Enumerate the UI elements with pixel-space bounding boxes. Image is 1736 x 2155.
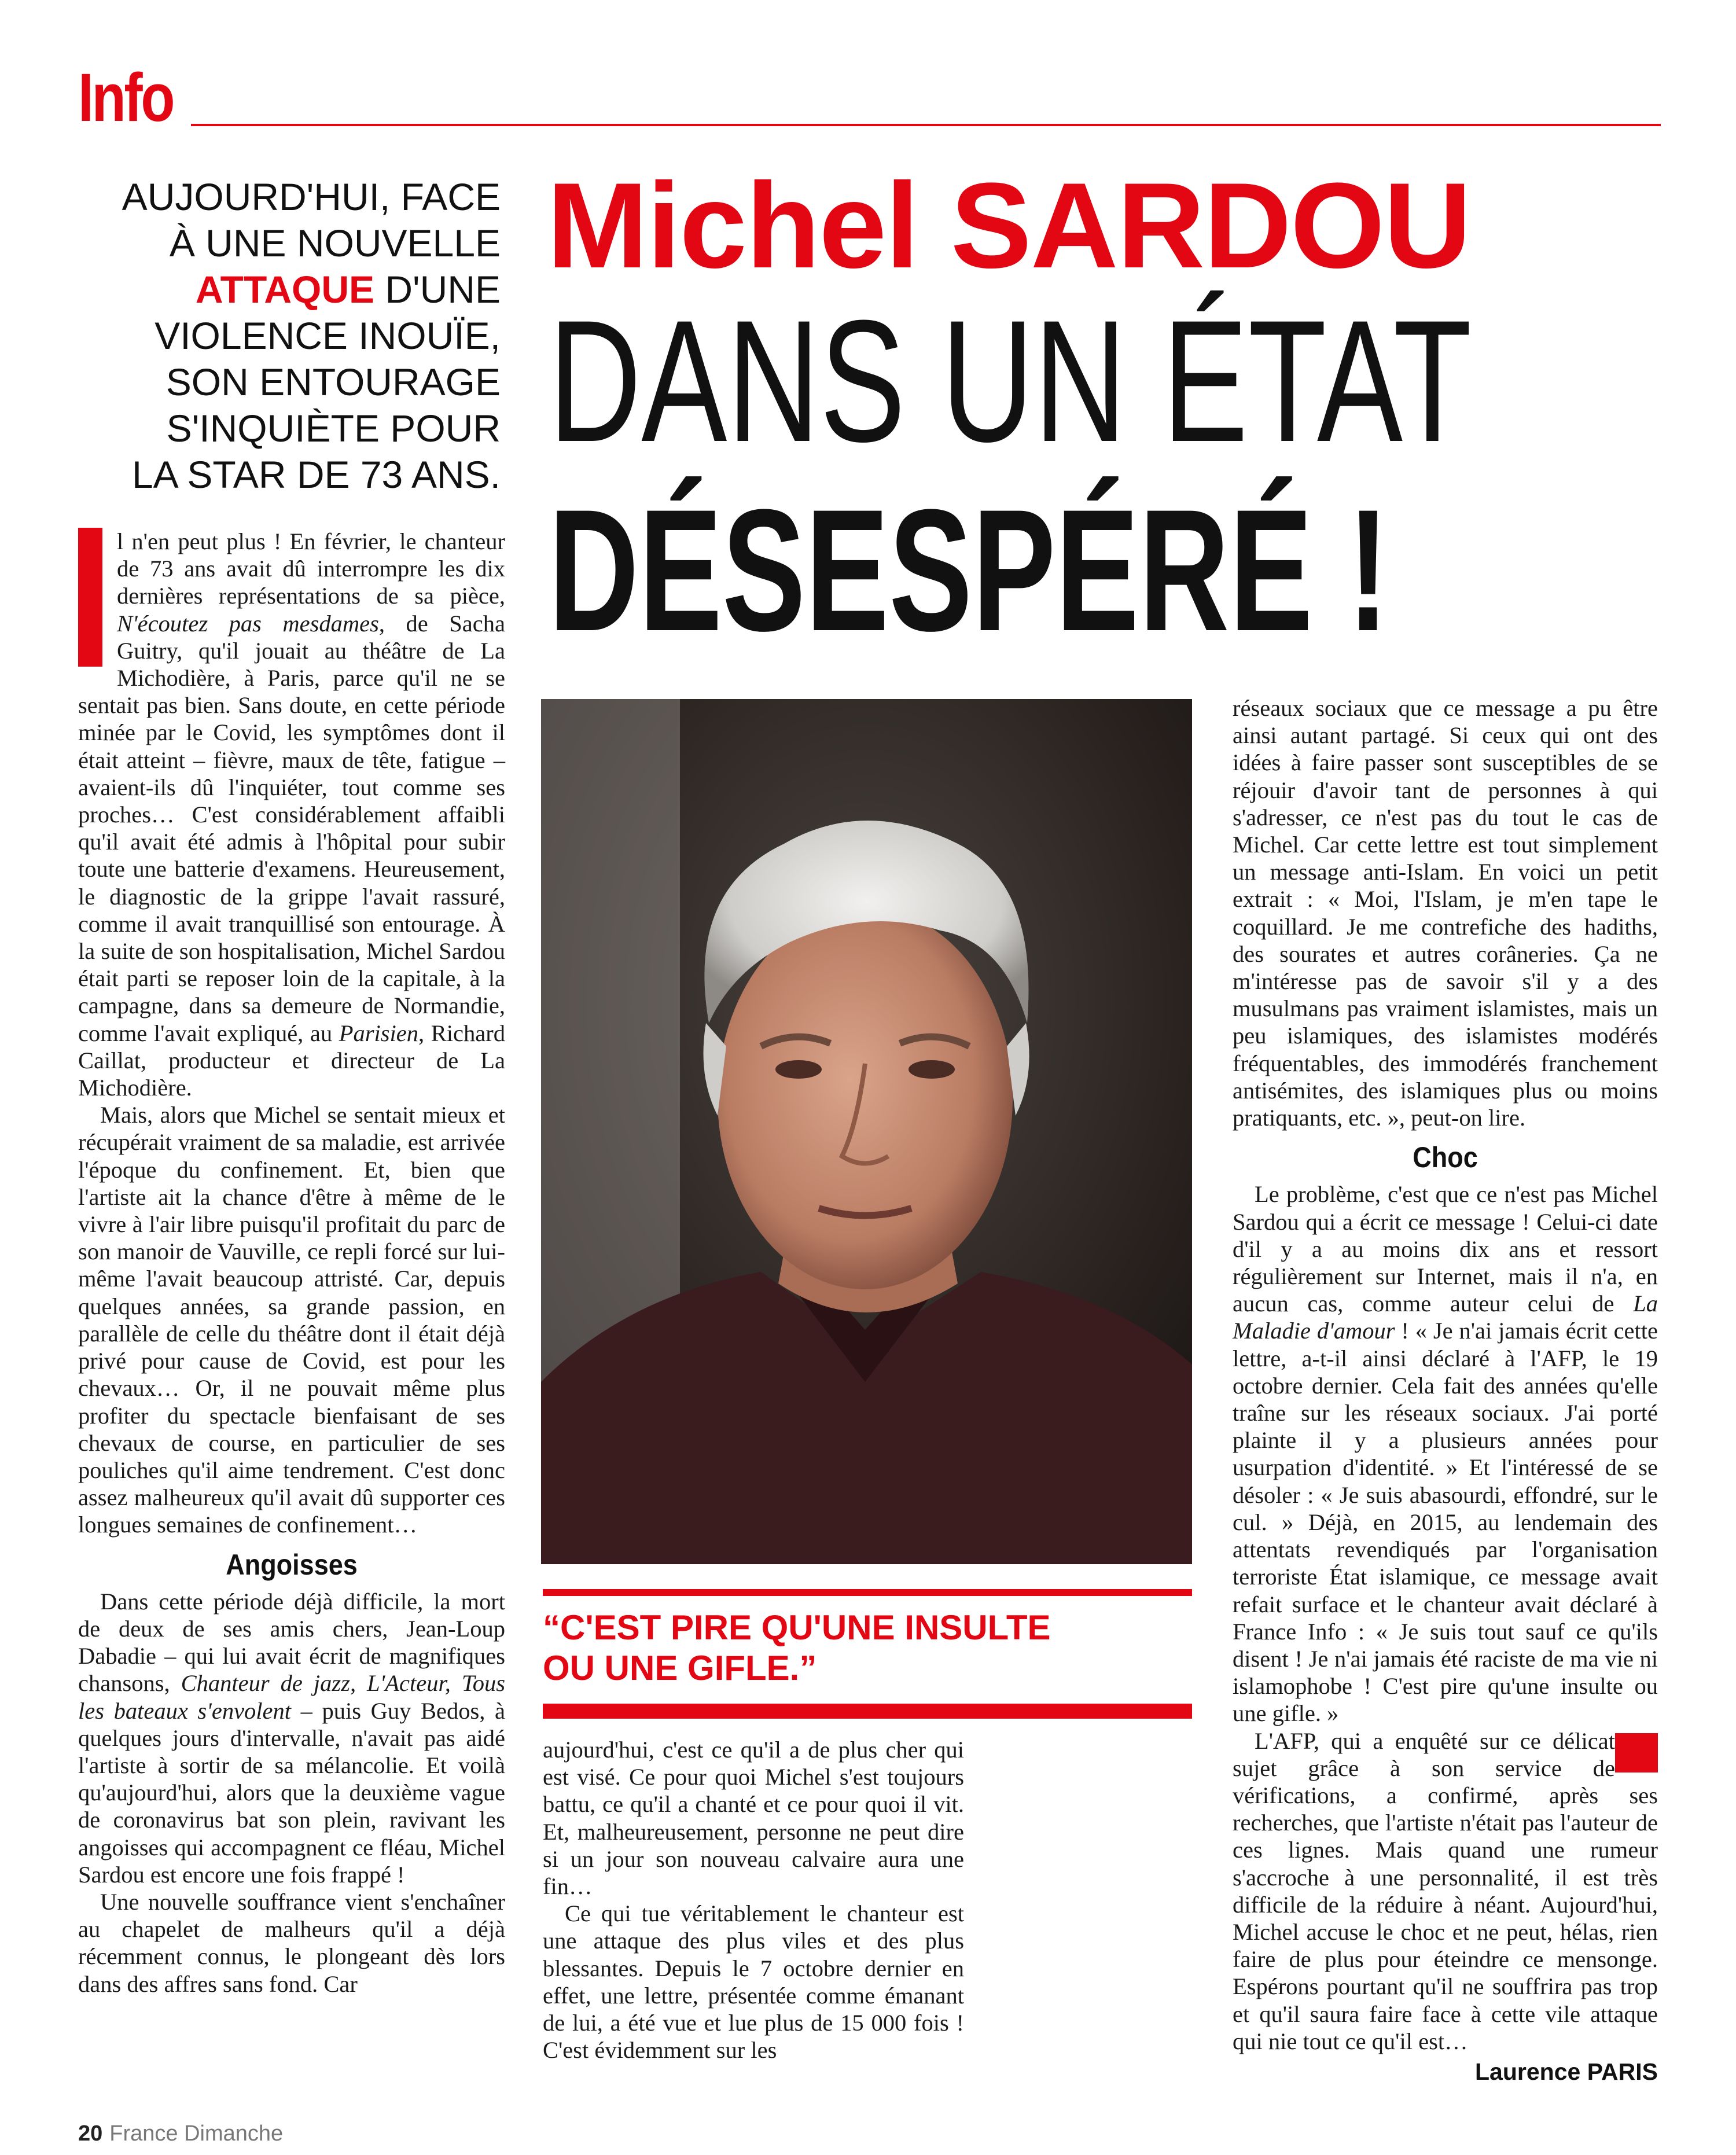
newspaper-name: Parisien [339,1020,419,1046]
paragraph [1233,1727,1658,2055]
publication-name: France Dimanche [109,2121,284,2146]
subheading: Angoisses [226,1548,358,1581]
text-run: L'AFP, qui a enquêté sur ce délicat sujet grâce à son service de vérifications, a confirmé, après ses recherches, que l'artiste n'était pas l'auteur de ces lignes. Mais quand une rumeur s'accroche à une personnalité, il est très difficile de la réduire à néant. Aujourd'hui, Michel accuse le choc et ne peut, hélas, rien faire de plus pour éteindre ce mensonge. Espérons pourtant qu'il ne souffrira pas trop et qu'il saura faire face à cette vile attaque qui nie tout ce qu'il est… [1233,1727,1658,2054]
text-run: , de Sacha Guitry, qu'il jouait au théâtre de La Michodière, à Paris, parce qu'il ne se sentait pas bien. Sans doute, en cette période minée par le Covid, les symptômes dont il était atteint – fièvre, maux de tête, fatigue – avaient-ils dû l'inquiéter, tout comme ses proches… C'est considérablement affaibli qu'il avait été admis à l'hôpital pour subir toute une batterie d'examens. Heureusement, le diagnostic de la grippe l'avait rassuré, comme il avait tranquillisé son entourage. À la suite de son hospitalisation, Michel Sardou était parti se reposer loin de la capitale, à la campagne, dans sa demeure de Normandie, comme l'avait expliqué, au [78,610,505,1046]
paragraph: réseaux sociaux que ce message a pu être ainsi autant partagé. Si ceux qui ont des idées à faire passer sont susceptibles de se réjouir d'avoir tant de personnes à qui s'adresser, ce n'est pas du tout le cas de Michel. Car cette lettre est tout simplement un message anti-Islam. En voici un petit extrait : « Moi, l'Islam, je m'en tape le coquillard. Je me contrefiche des hadiths, des sourates et autres corâneries. Ça ne m'intéresse pas de savoir s'il y a des musulmans pas vraiment islamistes, mais un peu islamiques, des islamistes modérés fréquentables, des immodérés franchement antisémites, des islamiques plus ou moins pratiquants, etc. », peut-on lire. [1233,695,1658,1131]
deck-line: LA STAR DE 73 ANS. [131,453,501,496]
subheading: Choc [1413,1141,1478,1174]
play-title: N'écoutez pas mesdames [117,610,379,637]
author-first-name: Laurence [1475,2058,1581,2085]
text-run: Dans cette période déjà difficile, la mort de deux de ses amis chers, Jean-Loup Dabadie – qui lui avait écrit de magnifiques chansons, [78,1588,505,1697]
section-label: Info [78,60,174,136]
song-titles: Chanteur de jazz, L'Acteur, Tous les bateaux s'envolent [78,1670,505,1724]
pullquote-line: “C'EST PIRE QU'UNE INSULTE [543,1608,1051,1647]
text-run: ! « Je n'ai jamais écrit cette lettre, a-t-il ainsi déclaré à l'AFP, le 19 octobre dernier. Cela fait des années qu'elle traîne sur les réseaux sociaux. J'ai porté plainte il y a plusieurs années pour usurpation d'identité. » Et l'intéressé de se désoler : « Je suis abasourdi, effondré, sur le cul. » Déjà, en 2015, au lendemain des attentats revendiqués par l'organisation terroriste État islamique, ce message avait refait surface et le chanteur avait déclaré à France Info : « Je suis tout sauf ce qu'ils disent ! Je n'ai jamais été raciste de ma vie ni islamophobe ! C'est pire qu'une insulte ou une gifle. » [1233,1318,1658,1727]
text-run: Le problème, c'est que ce n'est pas Michel Sardou qui a écrit ce message ! Celui-ci date d'il y a au moins dix ans et ressort régulièrement sur Internet, mais il n'a, en aucun cas, comme auteur celui de [1233,1181,1658,1317]
header-rule [191,124,1661,126]
deck-line: VIOLENCE INOUÏE, [155,314,501,357]
page-number: 20 [78,2121,103,2146]
pullquote [543,1608,1179,1689]
paragraph [78,528,505,1101]
deck-line: SON ENTOURAGE [165,361,501,403]
text-run: , Richard Caillat, producteur et directeur de La Michodière. [78,1020,505,1101]
drop-cap [78,528,102,667]
paragraph: aujourd'hui, c'est ce qu'il a de plus cher qui est visé. Ce pour quoi Michel s'est toujours battu, ce qu'il a chanté et ce pour quoi il vit. Et, malheureusement, personne ne peut dire si un jour son nouveau calvaire aura une fin… [543,1737,964,1900]
paragraph [78,1588,505,1888]
paragraph [1233,1181,1658,1727]
pullquote-top-rule [543,1589,1192,1596]
body-column-2 [543,1736,964,2064]
deck-line [78,266,501,312]
deck-line: AUJOURD'HUI, FACE [122,175,501,218]
author-last-name: PARIS [1587,2058,1658,2085]
deck-line-rest: D'UNE [374,268,501,311]
paragraph: Ce qui tue véritablement le chanteur est une attaque des plus viles et des plus blessantes. Depuis le 7 octobre dernier en effet, une lettre, présentée comme émanant de lui, a été vue et lue plus de 15 000 fois ! C'est évidemment sur les [543,1900,964,2064]
paragraph: Une nouvelle souffrance vient s'enchaîner au chapelet de malheurs qu'il a déjà récemment connus, le plongeant dès lors dans des affres sans fond. Car [78,1888,505,1997]
portrait-illustration [541,699,1192,1564]
text-run: l n'en peut plus ! En février, le chanteur de 73 ans avait dû interrompre les dix dernières représentations de sa pièce, [117,528,505,609]
deck-highlight: ATTAQUE [195,268,375,311]
end-mark [1615,1733,1658,1772]
headline-line-2: DANS UN ÉTAT [549,284,1472,478]
headline-line-3: DÉSESPÉRÉ ! [549,473,1389,667]
text-run: – puis Guy Bedos, à quelques jours d'intervalle, n'avait pas aidé l'artiste à sortir de sa mélancolie. Et voilà qu'aujourd'hui, alors que la deuxième vague de coronavirus bat son plein, ravivant les angoisses qui accompagnent ce fléau, Michel Sardou est encore une fois frappé ! [78,1697,505,1888]
headline-name: Michel SARDOU [547,157,1470,293]
pullquote-bottom-rule [543,1704,1192,1719]
paragraph: Mais, alors que Michel se sentait mieux et récupérait vraiment de sa maladie, est arrivée l'époque du confinement. Et, bien que l'artiste ait la chance d'être à même de le vivre à l'air libre puisqu'il profitait du parc de son manoir de Vauville, ce repli forcé sur lui-même l'avait beaucoup attristé. Car, depuis quelques années, sa grande passion, en parallèle de celle du théâtre dont il était déjà privé pour cause de Covid, est pour les chevaux… Or, il ne pouvait même plus profiter du spectacle bienfaisant de ses chevaux de course, en particulier de ses pouliches qu'il aime tendrement. C'est donc assez malheureux qu'il avait dû supporter ces longues semaines de confinement… [78,1102,505,1538]
song-title: La Maladie d'amour [1233,1290,1658,1344]
pullquote-line: OU UNE GIFLE.” [543,1649,817,1687]
byline [1233,2058,1658,2086]
body-column-1 [78,528,505,1998]
deck-line: À UNE NOUVELLE [169,222,501,264]
body-column-3 [1233,694,1658,2086]
deck [78,174,501,498]
folio [78,2121,283,2146]
portrait-photo [541,699,1192,1564]
deck-line: S'INQUIÈTE POUR [166,407,501,450]
